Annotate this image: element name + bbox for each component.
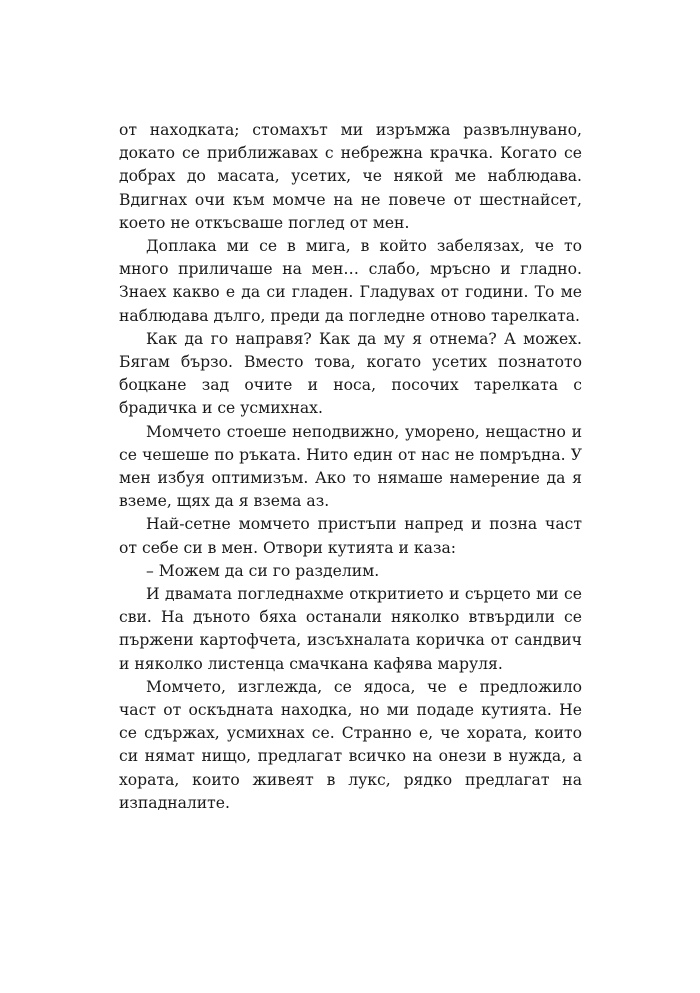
dialogue-line: – Можем да си го разделим. [146, 561, 380, 580]
paragraph: Момчето, изглежда, се ядоса, че е предложило част от оскъдната находка, но ми подаде кутията. Не се сдържах, усмихнах се. Странно е, че хората, които си нямат нищо, предлагат всичко на онези в нужда, а хората, които живеят в лукс, рядко предлагат на изпадналите. [119, 677, 582, 812]
paragraph: Доплака ми се в мига, в който забелязах, че то много приличаше на мен… слабо, мръсно и гладно. Знаех какво е да си гладен. Гладувах от години. То ме наблюдава дълго, преди да погледне отново тарелката. [119, 237, 582, 325]
paragraph: И двамата погледнахме откритието и сърцето ми се сви. На дъното бяха останали няколко втвърдили се пържени картофчета, изсъхналата коричка от сандвич и няколко листенца смачкана кафява маруля. [119, 585, 582, 673]
body-text [119, 119, 582, 815]
paragraph: Момчето стоеше неподвижно, уморено, нещастно и се чешеше по ръката. Нито един от нас не помръдна. У мен избуя оптимизъм. Ако то нямаше намерение да я вземе, щях да я взема аз. [119, 422, 582, 511]
paragraph: от находката; стомахът ми изръмжа развълнувано, докато се приближавах с небрежна крачка. Когато се добрах до масата, усетих, че някой ме наблюдава. Вдигнах очи към момче на не повече от шестнайсет, което не откъсваше поглед от мен. [119, 121, 582, 232]
paragraph: Най-сетне момчето пристъпи напред и позна част от себе си в мен. Отвори кутията и каза: [119, 515, 582, 557]
paragraph: Как да го направя? Как да му я отнема? А можех. Бягам бързо. Вместо това, когато усетих познатото боцкане зад очите и носа, посочих тарелката с брадичка и се усмихнах. [119, 329, 582, 418]
